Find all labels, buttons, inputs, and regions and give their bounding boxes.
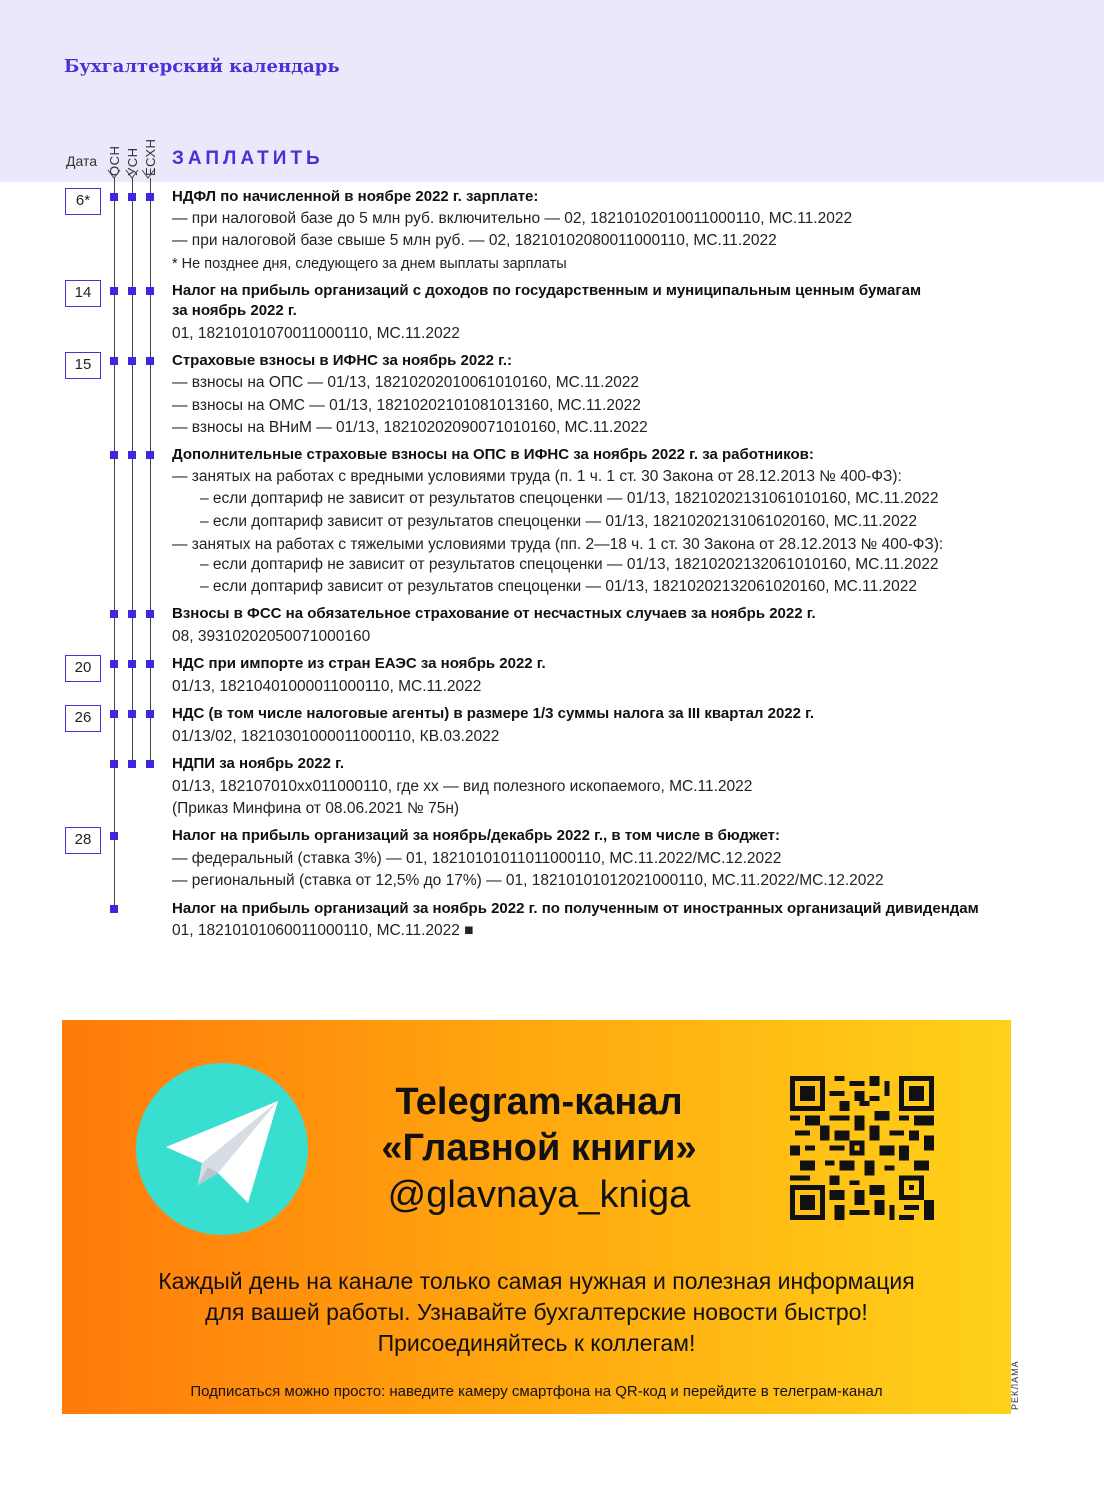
marker-osn — [110, 905, 118, 913]
entry-title: Налог на прибыль организаций с доходов по государственным и муниципальным ценным бумагам — [172, 282, 922, 299]
entry-line: — региональный (ставка от 12,5% до 17%) — 01, 18210101012021000110, МС.11.2022/МС.12.2022 — [172, 872, 884, 889]
column-header-date: Дата — [66, 153, 98, 169]
entry-title: НДС (в том числе налоговые агенты) в размере 1/3 суммы налога за III квартал 2022 г. — [172, 705, 815, 722]
entry-title: НДС при импорте из стран ЕАЭС за ноябрь 2022 г. — [172, 655, 546, 672]
marker-osn — [110, 610, 118, 618]
marker-osn — [110, 760, 118, 768]
entry-line: 08, 39310202050071000160 — [172, 628, 371, 645]
entry-line: — занятых на работах с тяжелыми условиями труда (пп. 2—18 ч. 1 ст. 30 Закона от 28.12.2013 № 400-ФЗ): — [172, 536, 944, 553]
date-box: 6* — [65, 188, 101, 215]
entry-subline: – если доптариф зависит от результатов спецоценки — 01/13, 18210202131061020160, МС.11.2022 — [200, 513, 918, 530]
entry-line: (Приказ Минфина от 08.06.2021 № 75н) — [172, 800, 460, 817]
marker-osn — [110, 451, 118, 459]
ad-label: РЕКЛАМА — [1010, 1360, 1020, 1410]
rail-eshn — [150, 178, 151, 768]
promo-title-line1: Telegram-канал — [395, 1081, 683, 1123]
marker-eshn — [146, 760, 154, 768]
entry-line: 01/13, 182107010xx011000110, где хх — вид полезного ископаемого, МС.11.2022 — [172, 778, 753, 795]
marker-eshn — [146, 660, 154, 668]
entry-line: — взносы на ВНиМ — 01/13, 18210202090071010160, МС.11.2022 — [172, 419, 648, 436]
entry-line: 01, 18210101060011000110, МС.11.2022 ■ — [172, 922, 474, 939]
entry-line: 01/13/02, 18210301000011000110, КВ.03.2022 — [172, 728, 500, 745]
marker-osn — [110, 193, 118, 201]
marker-usn — [128, 760, 136, 768]
promo-title-line2: «Главной книги» — [381, 1127, 697, 1169]
entry-line: — при налоговой базе свыше 5 млн руб. — 02, 18210102080011000110, МС.11.2022 — [172, 232, 777, 249]
marker-osn — [110, 357, 118, 365]
marker-eshn — [146, 193, 154, 201]
entry-title: за ноябрь 2022 г. — [172, 302, 297, 319]
promo-body-line2: для вашей работы. Узнавайте бухгалтерские новости быстро! — [205, 1299, 868, 1325]
date-box: 14 — [65, 280, 101, 307]
entry-line: — при налоговой базе до 5 млн руб. включительно — 02, 18210102010011000110, МС.11.2022 — [172, 210, 853, 227]
marker-usn — [128, 451, 136, 459]
entry-subline: – если доптариф зависит от результатов спецоценки — 01/13, 18210202132061020160, МС.11.2022 — [200, 578, 918, 595]
marker-usn — [128, 610, 136, 618]
rail-usn — [132, 178, 133, 768]
entry-title: Страховые взносы в ИФНС за ноябрь 2022 г.: — [172, 352, 512, 369]
promo-footer: Подписаться можно просто: наведите камеру смартфона на QR-код и перейдите в телеграм-канал — [190, 1383, 883, 1400]
telegram-icon[interactable] — [136, 1063, 308, 1235]
marker-osn — [110, 660, 118, 668]
marker-eshn — [146, 287, 154, 295]
entry-title: Налог на прибыль организаций за ноябрь/декабрь 2022 г., в том числе в бюджет: — [172, 827, 780, 844]
entry-line: — взносы на ОМС — 01/13, 18210202101081013160, МС.11.2022 — [172, 397, 641, 414]
marker-usn — [128, 357, 136, 365]
marker-osn — [110, 832, 118, 840]
entry-subline: – если доптариф не зависит от результатов спецоценки — 01/13, 18210202132061010160, МС.11.2022 — [200, 556, 939, 573]
marker-usn — [128, 193, 136, 201]
marker-osn — [110, 287, 118, 295]
entry-line: 01/13, 18210401000011000110, МС.11.2022 — [172, 678, 482, 695]
marker-eshn — [146, 610, 154, 618]
marker-osn — [110, 710, 118, 718]
promo-body-line1: Каждый день на канале только самая нужная и полезная информация — [158, 1268, 915, 1294]
entry-line: — федеральный (ставка 3%) — 01, 18210101011011000110, МС.11.2022/МС.12.2022 — [172, 850, 782, 867]
entry-title: Налог на прибыль организаций за ноябрь 2022 г. по полученным от иностранных организаций дивидендам — [172, 900, 979, 917]
entry-title: Взносы в ФСС на обязательное страхование от несчастных случаев за ноябрь 2022 г. — [172, 605, 816, 622]
entry-title: НДФЛ по начисленной в ноябре 2022 г. зарплате: — [172, 188, 539, 205]
entry-line: 01, 18210101070011000110, МС.11.2022 — [172, 325, 460, 342]
entry-line: — занятых на работах с вредными условиями труда (п. 1 ч. 1 ст. 30 Закона от 28.12.2013 № 400-ФЗ): — [172, 468, 902, 485]
marker-usn — [128, 710, 136, 718]
marker-eshn — [146, 451, 154, 459]
marker-eshn — [146, 357, 154, 365]
promo-body-line3: Присоединяйтесь к коллегам! — [377, 1330, 696, 1356]
column-header-eshn: ЕСХН — [143, 138, 158, 176]
qr-code-icon[interactable] — [790, 1076, 934, 1220]
entry-title: Дополнительные страховые взносы на ОПС в ИФНС за ноябрь 2022 г. за работников: — [172, 446, 814, 463]
date-box: 26 — [65, 705, 101, 732]
entry-line: — взносы на ОПС — 01/13, 18210202010061010160, МС.11.2022 — [172, 374, 640, 391]
entry-title: НДПИ за ноябрь 2022 г. — [172, 755, 345, 772]
section-title: Бухгалтерский календарь — [64, 56, 340, 77]
column-header-usn: УСН — [125, 147, 140, 176]
pay-title: ЗАПЛАТИТЬ — [172, 148, 324, 169]
marker-usn — [128, 287, 136, 295]
marker-usn — [128, 660, 136, 668]
header-band — [0, 0, 1104, 182]
telegram-handle[interactable]: @glavnaya_kniga — [387, 1174, 691, 1216]
marker-eshn — [146, 710, 154, 718]
entry-note: * Не позднее дня, следующего за днем выплаты зарплаты — [172, 256, 567, 272]
date-box: 15 — [65, 352, 101, 379]
date-box: 28 — [65, 827, 101, 854]
entry-subline: – если доптариф не зависит от результатов спецоценки — 01/13, 18210202131061010160, МС.11.2022 — [200, 490, 939, 507]
date-box: 20 — [65, 655, 101, 682]
column-header-osn: ОСН — [107, 145, 122, 176]
